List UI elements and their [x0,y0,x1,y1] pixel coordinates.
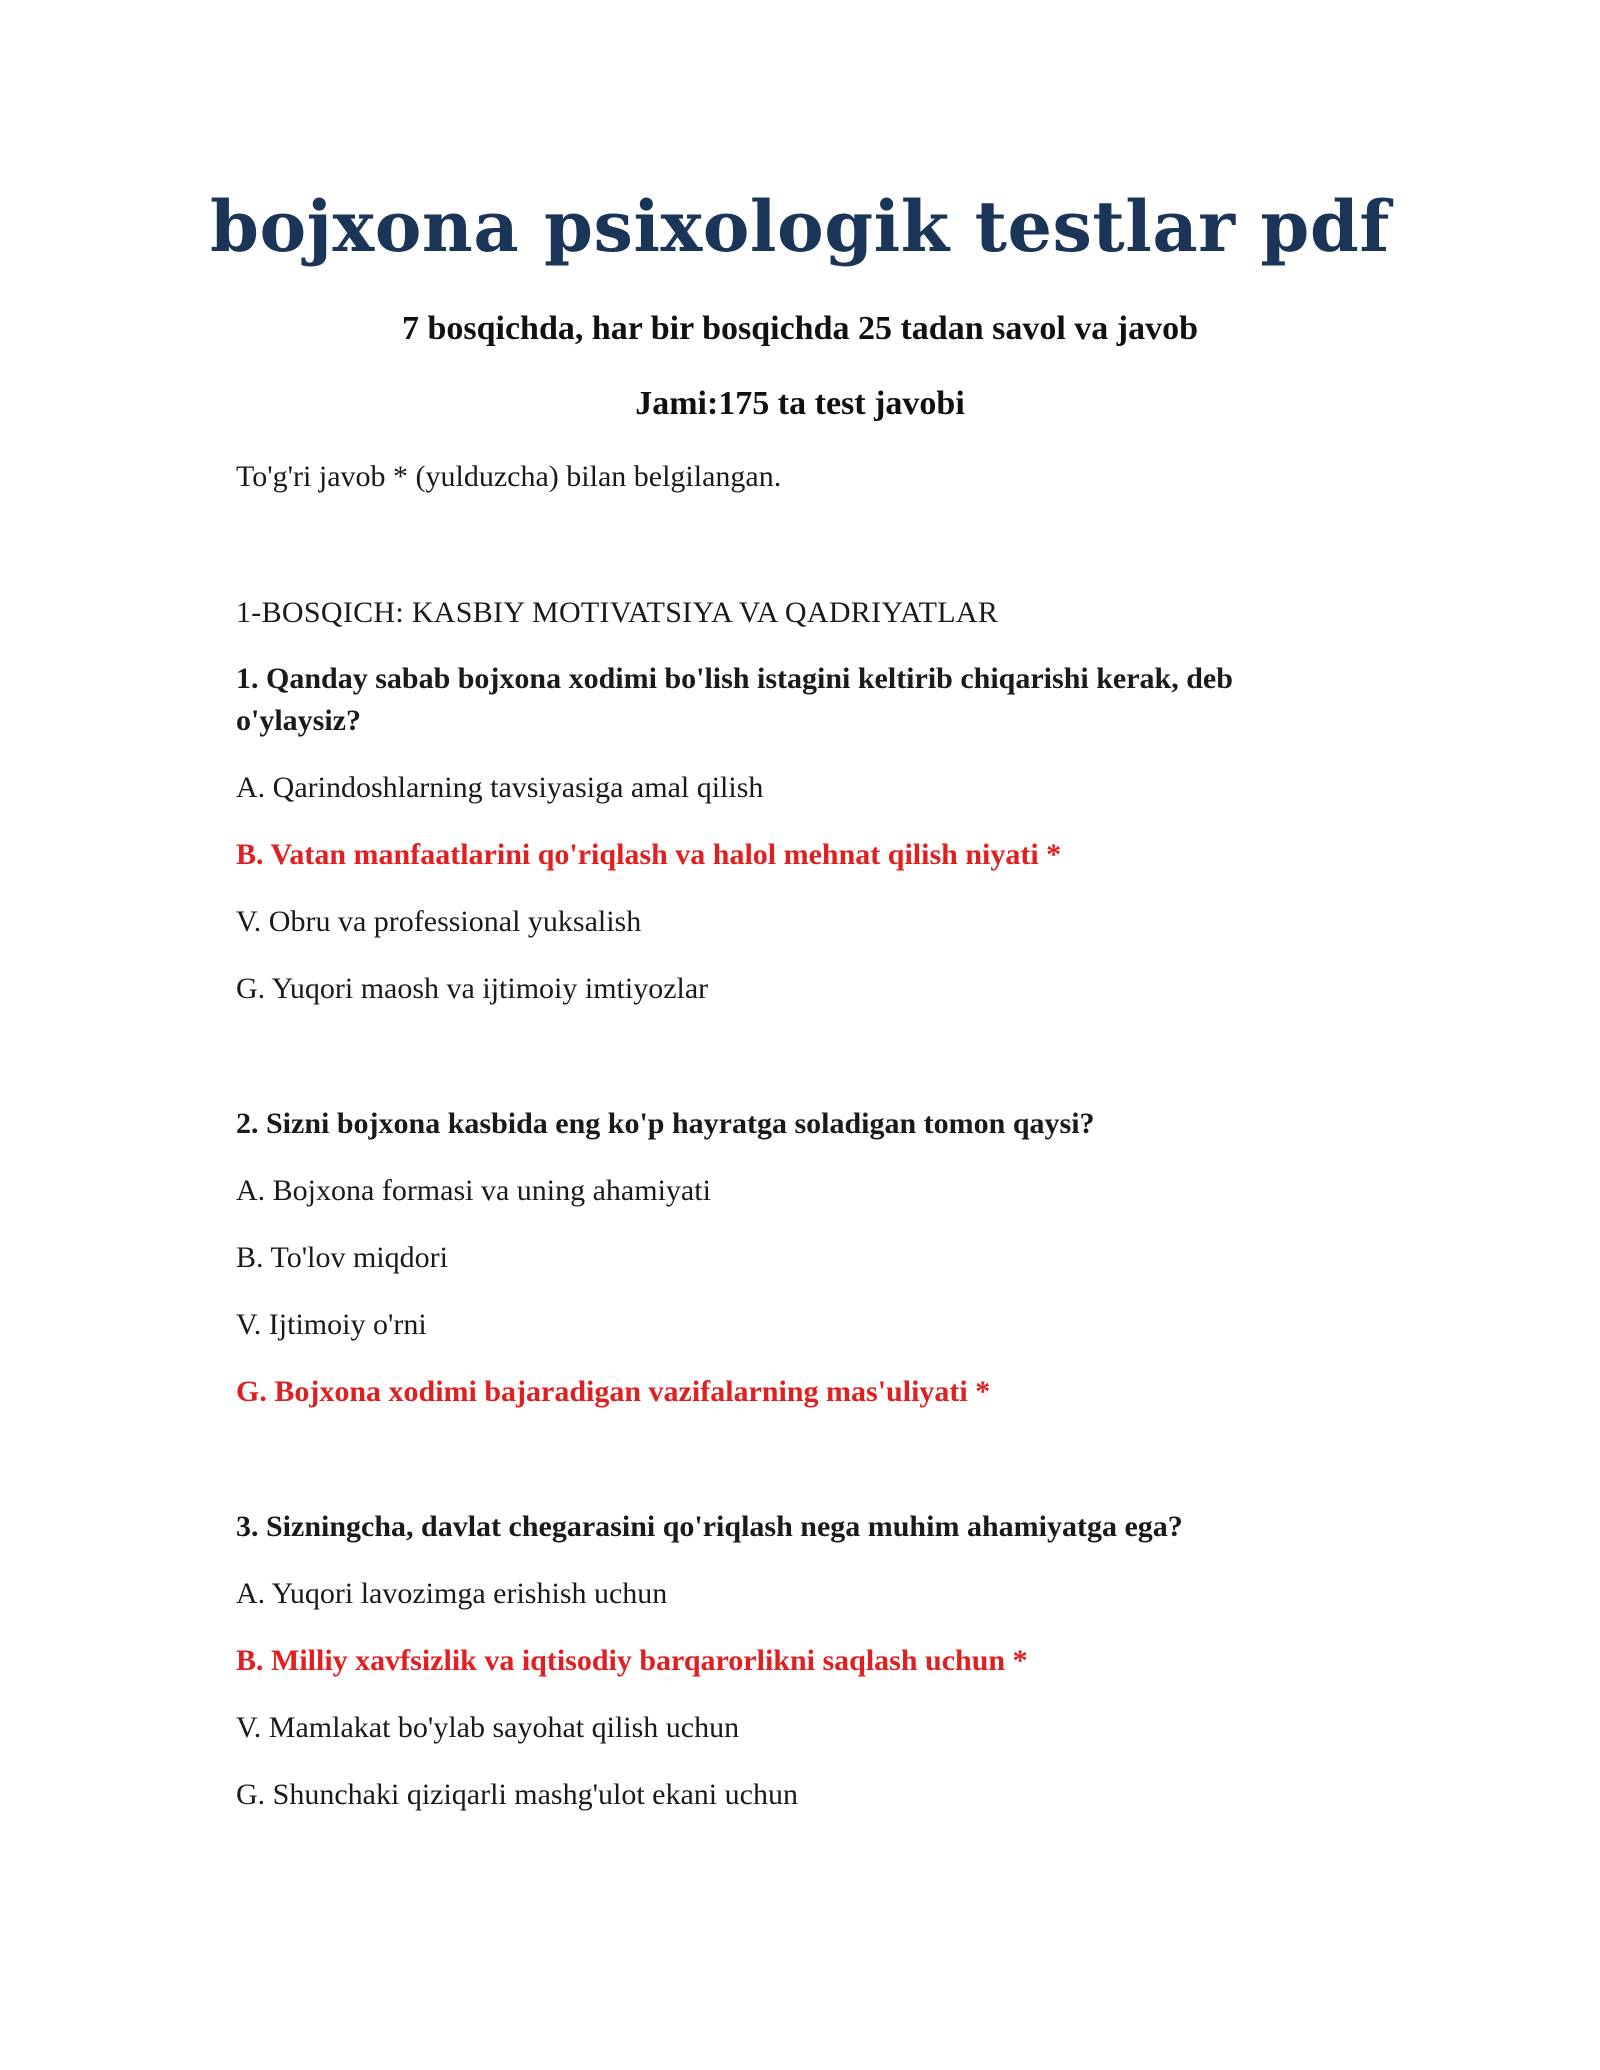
document-title: bojxona psixologik testlar pdf [210,185,1390,268]
q3-option-b-correct: B. Milliy xavfsizlik va iqtisodiy barqarorlikni saqlash uchun * [236,1644,1028,1677]
q1-option-a: A. Qarindoshlarning tavsiyasiga amal qilish [236,771,764,804]
document-subtitle: 7 bosqichda, har bir bosqichda 25 tadan savol va javob [401,310,1199,347]
question-3: 3. Sizningcha, davlat chegarasini qo'riqlash nega muhim ahamiyatga ega? [236,1510,1183,1543]
question-1: 1. Qanday sabab bojxona xodimi bo'lish istagini keltirib chiqarishi kerak, deb o'ylaysiz? [236,662,1233,737]
document-total: Jami:175 ta test javobi [635,385,965,422]
q2-option-b: B. To'lov miqdori [236,1241,448,1274]
q3-option-v: V. Mamlakat bo'ylab sayohat qilish uchun [236,1711,740,1744]
q3-option-a: A. Yuqori lavozimga erishish uchun [236,1577,668,1610]
q3-option-g: G. Shunchaki qiziqarli mashg'ulot ekani uchun [236,1778,798,1811]
q1-option-g: G. Yuqori maosh va ijtimoiy imtiyozlar [236,972,709,1005]
section-title: 1-BOSQICH: KASBIY MOTIVATSIYA VA QADRIYATLAR [236,596,999,629]
q2-option-g-correct: G. Bojxona xodimi bajaradigan vazifalarning mas'uliyati * [236,1375,991,1408]
q2-option-a: A. Bojxona formasi va uning ahamiyati [236,1174,711,1207]
q2-option-v: V. Ijtimoiy o'rni [236,1308,427,1341]
q1-option-v: V. Obru va professional yuksalish [236,905,642,938]
question-2: 2. Sizni bojxona kasbida eng ko'p hayratga soladigan tomon qaysi? [236,1107,1095,1140]
answer-note: To'g'ri javob * (yulduzcha) bilan belgilangan. [236,460,782,493]
q1-option-b-correct: B. Vatan manfaatlarini qo'riqlash va halol mehnat qilish niyati * [236,838,1062,871]
